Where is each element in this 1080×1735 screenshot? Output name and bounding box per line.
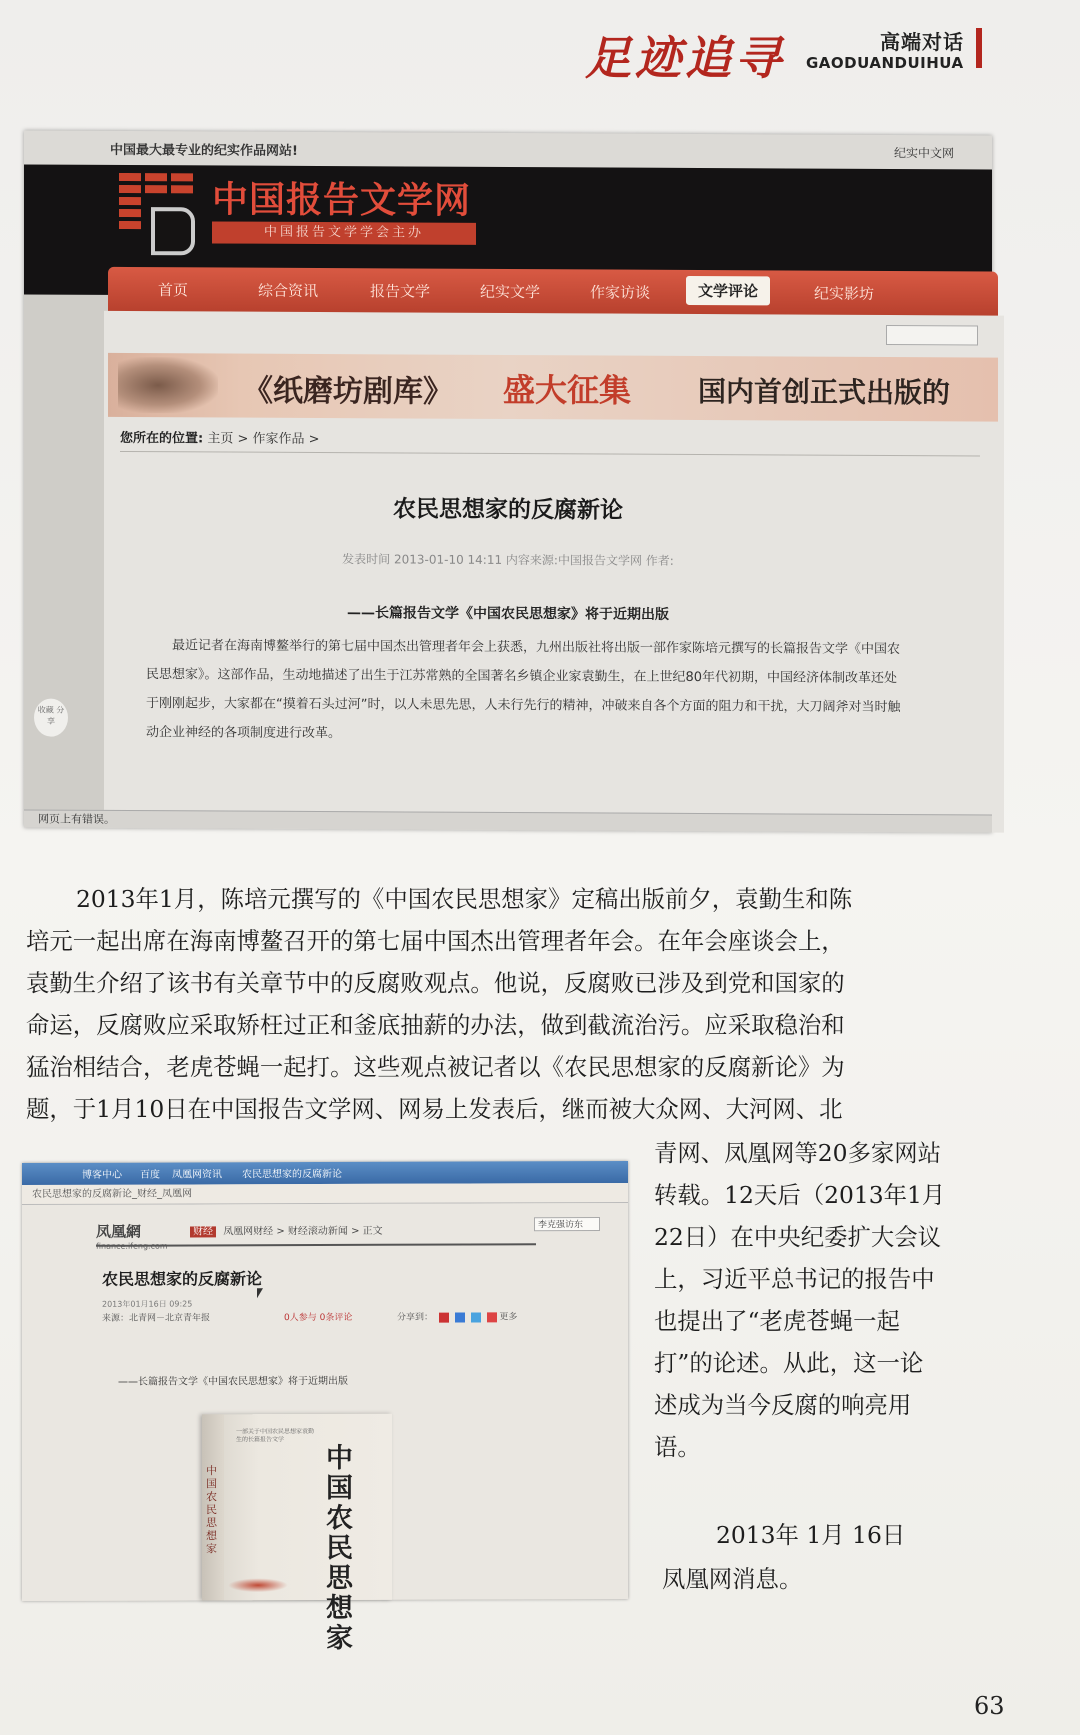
- section-title-cn: 高端对话: [880, 30, 964, 54]
- article-right-line-6: 打”的论述。从此，这一论: [654, 1349, 924, 1377]
- site-subtitle: 中国报告文学学会主办: [212, 221, 476, 244]
- ifeng-nav-tag: 财经: [190, 1226, 216, 1237]
- ifeng-article-source: 来源：北青网－北京青年报: [102, 1313, 211, 1324]
- article-right-line-4: 上，习近平总书记的报告中: [654, 1265, 935, 1293]
- site-nav: [108, 267, 998, 316]
- book-spine-title: 中国农民思想家: [206, 1464, 217, 1556]
- screenshot-photo-ifeng: [22, 1161, 628, 1654]
- nav-item-report: 报告文学: [370, 282, 431, 301]
- book-cover-image: [202, 1414, 392, 1654]
- book-cover-blurb: 一部关于中国农民思想家袁勤生的长篇报告文学: [236, 1428, 315, 1444]
- address-bar: 农民思想家的反腐新论_财经_凤凰网: [22, 1183, 628, 1205]
- ifeng-nav-path: 凤凰网财经 > 财经滚动新闻 > 正文: [223, 1225, 383, 1238]
- site-search-box: [886, 325, 978, 345]
- caption-source: 凤凰网消息。: [662, 1565, 803, 1593]
- article-line-3: 袁勤生介绍了该书有关章节中的反腐败观点。他说，反腐败已涉及到党和国家的: [26, 969, 845, 997]
- site-title: 中国报告文学网: [212, 179, 472, 222]
- book-cover-seal: [228, 1578, 288, 1592]
- article-line-1: 2013年1月，陈培元撰写的《中国农民思想家》定稿出版前夕，袁勤生和陈: [76, 885, 853, 913]
- banner-text-1: 《纸磨坊剧库》: [243, 373, 453, 410]
- share-weibo-icon: [439, 1312, 449, 1322]
- article-right-line-2: 转载。12天后（2013年1月: [654, 1181, 946, 1209]
- banner-text-3: 国内首创正式出版的: [698, 374, 951, 410]
- section-title-en: GAODUANDUIHUA: [806, 54, 964, 72]
- article-right-line-5: 也提出了“老虎苍蝇一起: [654, 1307, 900, 1335]
- breadcrumb-label: 您所在的位置:: [120, 430, 204, 447]
- article-line-2: 培元一起出席在海南博鳌召开的第七届中国杰出管理者年会。在年会座谈会上，: [26, 927, 845, 955]
- share-more-icon: [487, 1312, 497, 1322]
- article-line-4: 命运，反腐败应采取矫枉过正和釜底抽薪的办法，做到截流治污。应采取稳治和: [26, 1011, 845, 1039]
- browser-tab: 凤凰网资讯: [172, 1169, 222, 1181]
- ifeng-logo-text: 凤凰網: [96, 1222, 142, 1241]
- ifeng-search-box: 李克强访东: [534, 1217, 600, 1231]
- nav-item-documentary: 纪实文学: [480, 282, 541, 302]
- web-article-body: 最近记者在海南博鳌举行的第七届中国杰出管理者年会上获悉，九州出版社将出版一部作家陈培元撰写的长篇报告文学《中国农民思想家》。这部作品，生动地描述了出生于江苏常熟的全国著名乡镇企业家袁勤生，在上世纪80年代初期，中国经济体制改革还处于刚刚起步，大家都在“摸着石头过河”时，以人未思先思，人未行先行的精神，冲破来自各个方面的阻力和干扰，大刀阔斧对当时触动企业神经的各项制度进行改革。: [146, 638, 901, 742]
- nav-item-home: 首页: [158, 281, 189, 300]
- share-more: 更多: [499, 1312, 518, 1323]
- browser-tab: 博客中心: [82, 1169, 122, 1181]
- browser-tab: 百度: [140, 1169, 160, 1181]
- section-marker-bar: [976, 28, 982, 68]
- browser-tab: 农民思想家的反腐新论: [242, 1168, 342, 1181]
- banner-photo: [118, 357, 218, 414]
- breadcrumb-path: 主页 > 作家作品 >: [207, 431, 320, 448]
- screenshot-photo-report-literature: [24, 130, 992, 832]
- web-article-meta: 发表时间 2013-01-10 14:11 内容来源:中国报告文学网 作者:: [342, 552, 674, 568]
- nav-item-film: 纪实影坊: [814, 284, 875, 303]
- ifeng-article-date: 2013年01月16日 09:25: [102, 1299, 193, 1309]
- browser-tabs: [22, 1161, 628, 1185]
- nav-item-interview: 作家访谈: [590, 283, 651, 302]
- web-article-subtitle: ——长篇报告文学《中国农民思想家》将于近期出版: [347, 605, 669, 623]
- share-label: 分享到：: [397, 1312, 434, 1323]
- page-number: 63: [974, 1692, 1005, 1720]
- article-right-line-8: 语。: [654, 1433, 701, 1461]
- nav-item-news: 综合资讯: [258, 281, 319, 301]
- topbar-link: 纪实中文网: [893, 146, 954, 161]
- nav-item-review-active: 文学评论: [686, 276, 770, 305]
- ifeng-article-stats: 0人参与 0条评论: [284, 1312, 353, 1324]
- breadcrumb: [120, 427, 320, 447]
- section-calligraphy: 足迹追寻: [585, 31, 785, 85]
- web-article-title: 农民思想家的反腐新论: [393, 496, 623, 524]
- ad-banner: [108, 353, 998, 422]
- ifeng-article-subtitle: ——长篇报告文学《中国农民思想家》将于近期出版: [118, 1375, 348, 1388]
- banner-text-2: 盛大征集: [503, 370, 632, 410]
- share-widget: 收藏 分享: [34, 699, 68, 737]
- ifeng-share: [397, 1309, 517, 1322]
- site-logo-icon: [119, 173, 203, 251]
- mouse-cursor-icon: [257, 1288, 263, 1298]
- ifeng-nav: [190, 1222, 383, 1238]
- caption-date: 2013年 1月 16日: [716, 1521, 906, 1549]
- article-right-line-7: 述成为当今反腐的响亮用: [654, 1391, 912, 1419]
- book-cover-title: 中国农民思想家: [326, 1442, 353, 1654]
- article-line-5: 猛治相结合，老虎苍蝇一起打。这些观点被记者以《农民思想家的反腐新论》为: [26, 1053, 845, 1081]
- article-right-line-1: 青网、凤凰网等20多家网站: [654, 1139, 942, 1167]
- share-qzone-icon: [455, 1312, 465, 1322]
- browser-status-bar: 网页上有错误。: [24, 809, 992, 832]
- share-tencent-icon: [471, 1312, 481, 1322]
- topbar-slogan: 中国最大最专业的纪实作品网站!: [110, 142, 298, 159]
- ifeng-article-title: 农民思想家的反腐新论: [102, 1269, 263, 1289]
- article-line-6: 题，于1月10日在中国报告文学网、网易上发表后，继而被大众网、大河网、北: [26, 1095, 843, 1123]
- article-right-line-3: 22日）在中央纪委扩大会议: [654, 1223, 942, 1251]
